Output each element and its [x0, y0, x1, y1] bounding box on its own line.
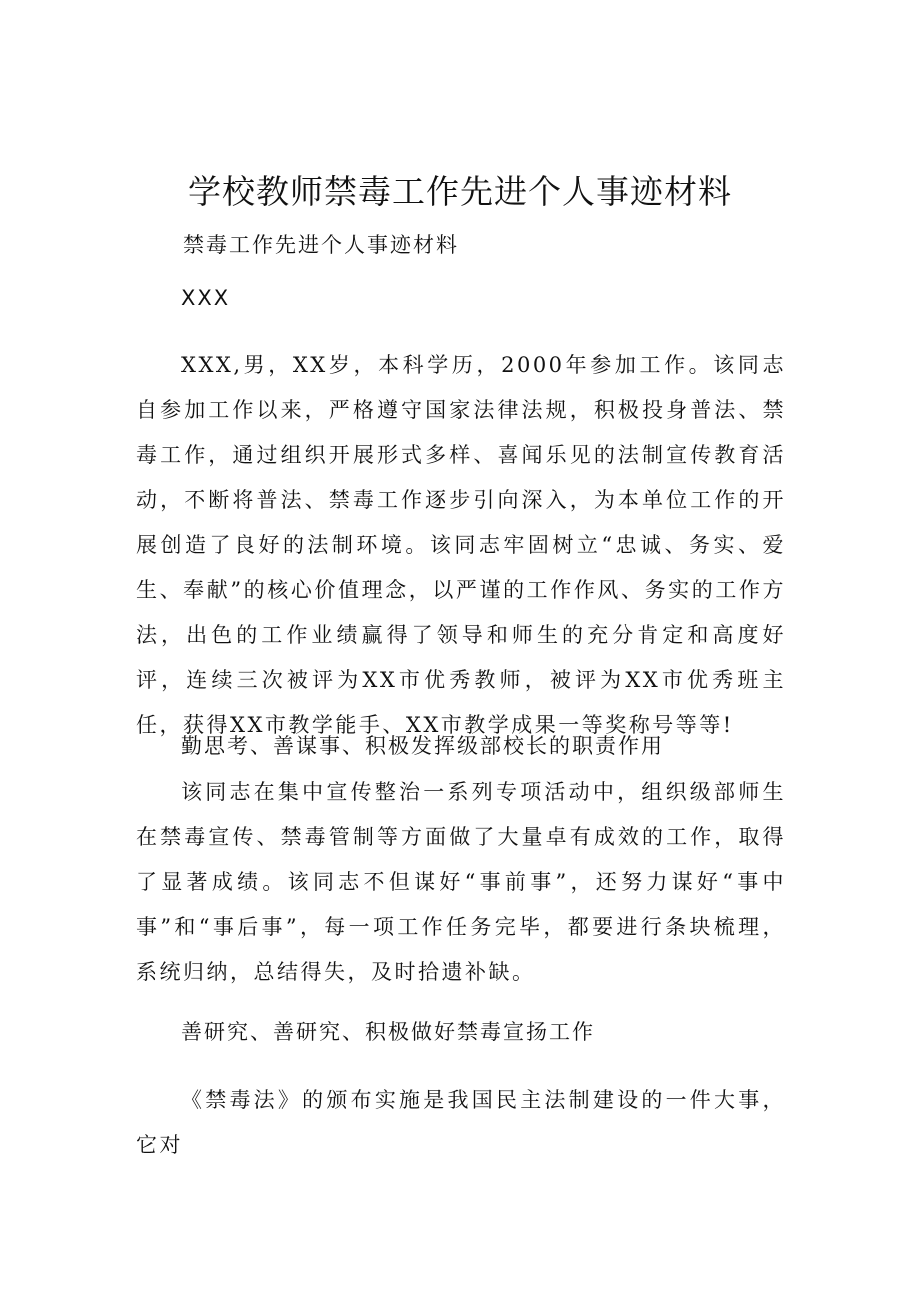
document-title: 学校教师禁毒工作先进个人事迹材料: [188, 172, 732, 211]
section-heading-1: 勤思考、善谋事、积极发挥级部校长的职责作用: [181, 734, 664, 758]
document-subtitle: 禁毒工作先进个人事迹材料: [183, 233, 459, 257]
section-heading-2: 善研究、善研究、积极做好禁毒宣扬工作: [181, 1020, 595, 1044]
author-name: XXX: [181, 286, 231, 310]
paragraph-intro: XXX,男，XX岁，本科学历，2000年参加工作。该同志自参加工作以来，严格遵守国家法律法规，积极投身普法、禁毒工作，通过组织开展形式多样、喜闻乐见的法制宣传教育活动，不断将普法、禁毒工作逐步引向深入，为本单位工作的开展创造了良好的法制环境。该同志牢固树立“忠诚、务实、爱生、奉献”的核心价值理念，以严谨的工作作风、务实的工作方法，出色的工作业绩赢得了领导和师生的充分肯定和高度好评，连续三次被评为XX市优秀教师，被评为XX市优秀班主任，获得XX市教学能手、XX市教学成果一等奖称号等等!: [136, 353, 786, 737]
paragraph-section-2: 《禁毒法》的颁布实施是我国民主法制建设的一件大事，它对: [136, 1088, 786, 1157]
paragraph-section-1: 该同志在集中宣传整治一系列专项活动中，组织级部师生在禁毒宣传、禁毒管制等方面做了大量卓有成效的工作，取得了显著成绩。该同志不但谋好“事前事”，还努力谋好“事中事”和“事后事”，每一项工作任务完毕，都要进行条块梳理，系统归纳，总结得失，及时拾遗补缺。: [136, 780, 786, 984]
